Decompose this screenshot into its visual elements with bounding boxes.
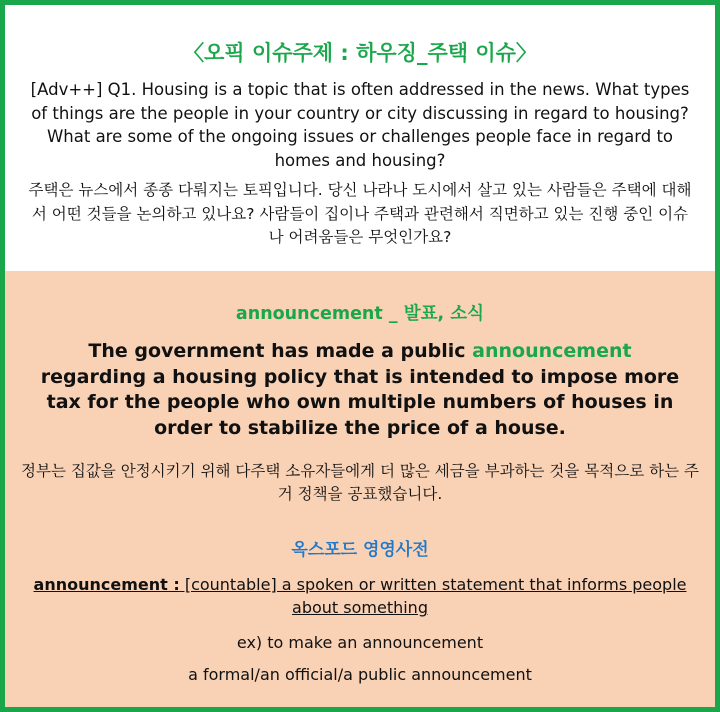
- example-sentence: [33, 339, 687, 441]
- example-translation: 정부는 집값을 안정시키기 위해 다주택 소유자들에게 더 많은 세금을 부과하는 것을 목적으로 하는 주거 정책을 공표했습니다.: [21, 462, 699, 503]
- vocabulary-section: [5, 271, 715, 707]
- example-text-after: regarding a housing policy that is intended to impose more tax for the people who own multiple numbers of houses in order to stabilize the price of a house.: [40, 365, 680, 439]
- example-text-before: The government has made a public: [88, 340, 473, 362]
- definition-text: [countable] a spoken or written statement that informs people about something: [179, 575, 687, 617]
- page-title: 〈오픽 이슈주제 : 하우징_주택 이슈〉: [183, 41, 537, 65]
- vocab-heading: announcement _ 발표, 소식: [235, 304, 485, 324]
- question-korean: 주택은 뉴스에서 종종 다뤄지는 토픽입니다. 당신 나라나 도시에서 살고 있는 사람들은 주택에 대해서 어떤 것들을 논의하고 있나요? 사람들이 집이나 주택과 관련해서 직면하고 있는 진행 중인 이슈나 어려움들은 무엇인가요?: [28, 181, 692, 246]
- question-section: [5, 5, 715, 271]
- definition-term: announcement :: [33, 575, 180, 594]
- example-keyword: announcement: [472, 340, 632, 362]
- dictionary-title: 옥스포드 영영사전: [291, 540, 429, 560]
- dictionary-example-2: a formal/an official/a public announcement: [188, 665, 532, 684]
- dictionary-example-1: ex) to make an announcement: [236, 633, 484, 652]
- dictionary-definition: [19, 573, 701, 619]
- question-english: [Adv++] Q1. Housing is a topic that is often addressed in the news. What types of things are the people in your country or city discussing in regard to housing? What are some of the ongoing issues or challenges people face in regard to homes and housing?: [30, 80, 690, 170]
